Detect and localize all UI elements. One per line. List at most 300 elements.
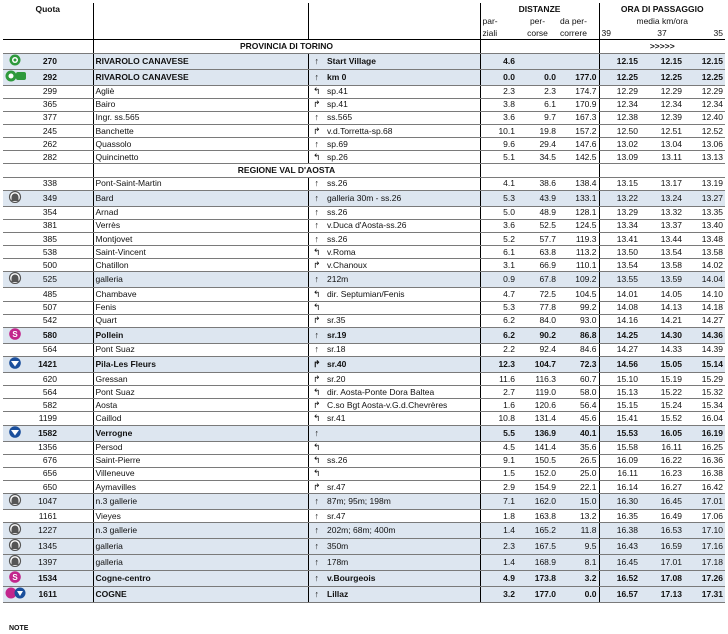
percorse-cell: 6.1 — [517, 98, 558, 111]
time-37-cell: 13.11 — [640, 151, 684, 164]
road-cell: ss.26 — [325, 454, 480, 467]
row-icon-cell — [3, 523, 27, 539]
time-37-cell: 13.32 — [640, 206, 684, 219]
da-percorrere-cell: 133.1 — [558, 190, 599, 206]
start-village-icon — [6, 54, 24, 69]
place-cell: COGNE — [93, 587, 239, 603]
road-cell — [325, 301, 480, 314]
row-icon-cell — [3, 177, 27, 190]
time-39-cell: 15.10 — [599, 372, 640, 385]
itinerary-row — [3, 399, 725, 412]
time-37-cell: 13.24 — [640, 190, 684, 206]
place-cell: Saint-Pierre — [93, 454, 239, 467]
row-icon-cell — [3, 399, 27, 412]
row-icon-cell — [3, 587, 27, 603]
itinerary-row — [3, 587, 725, 603]
tunnel-icon — [6, 523, 24, 538]
percorse-cell: 168.9 — [517, 555, 558, 571]
da-percorrere-cell: 15.0 — [558, 494, 599, 510]
road-cell: sr.41 — [325, 412, 480, 425]
time-39-cell: 12.38 — [599, 111, 640, 124]
direction-cell: ↑ — [308, 425, 325, 441]
time-37-cell: 17.01 — [640, 555, 684, 571]
row-icon-cell — [3, 53, 27, 69]
percorse-cell: 84.0 — [517, 314, 558, 327]
road-cell: C.so Bgt Aosta-v.G.d.Chevrères — [325, 399, 480, 412]
da-percorrere-cell: 174.7 — [558, 85, 599, 98]
direction-cell: ↰ — [308, 288, 325, 301]
row-icon-cell — [3, 441, 27, 454]
time-37-cell: 15.52 — [640, 412, 684, 425]
itinerary-row — [3, 454, 725, 467]
time-37-cell: 15.05 — [640, 356, 684, 372]
time-37-cell: 13.54 — [640, 246, 684, 259]
time-39-cell: 13.41 — [599, 232, 640, 245]
road-cell: 87m; 95m; 198m — [325, 494, 480, 510]
percorse-cell: 0.0 — [517, 69, 558, 85]
row-icon-cell — [3, 272, 27, 288]
time-35-cell: 15.29 — [684, 372, 725, 385]
time-35-cell: 17.10 — [684, 523, 725, 539]
direction-cell: ↑ — [308, 206, 325, 219]
road-cell: v.Roma — [325, 246, 480, 259]
time-39-cell: 12.50 — [599, 124, 640, 137]
time-39-cell: 16.38 — [599, 523, 640, 539]
correre-header-2: correre — [558, 27, 599, 40]
time-37-cell: 15.24 — [640, 399, 684, 412]
time-39-cell: 14.25 — [599, 327, 640, 343]
parziali-cell: 0.9 — [480, 272, 517, 288]
parziali-cell: 5.0 — [480, 206, 517, 219]
place-cell: Cogne-centro — [93, 571, 239, 587]
parziali-cell: 6.2 — [480, 327, 517, 343]
time-35-cell: 14.36 — [684, 327, 725, 343]
da-percorrere-cell: 25.0 — [558, 467, 599, 480]
row-icon-cell — [3, 555, 27, 571]
direction-cell: ↰ — [308, 412, 325, 425]
itinerary-row — [3, 301, 725, 314]
section-row — [3, 40, 725, 53]
da-percorrere-cell: 60.7 — [558, 372, 599, 385]
time-37-cell: 17.08 — [640, 571, 684, 587]
section-title: REGIONE VAL D'AOSTA — [93, 164, 480, 177]
time-35-cell: 14.04 — [684, 272, 725, 288]
time-37-cell: 14.05 — [640, 288, 684, 301]
direction-cell: ↑ — [308, 177, 325, 190]
percorse-cell: 90.2 — [517, 327, 558, 343]
time-39-cell: 16.09 — [599, 454, 640, 467]
km0-start-icon — [5, 70, 27, 85]
quota-cell: 564 — [27, 343, 59, 356]
percorse-cell: 72.5 — [517, 288, 558, 301]
parziali-cell: 4.6 — [480, 53, 517, 69]
place-cell: Aosta — [93, 399, 239, 412]
da-percorrere-cell: 110.1 — [558, 259, 599, 272]
time-37-cell: 15.19 — [640, 372, 684, 385]
time-37-cell: 13.37 — [640, 219, 684, 232]
itinerary-row — [3, 356, 725, 372]
itinerary-row — [3, 53, 725, 69]
place-cell: Aymavilles — [93, 480, 239, 493]
direction-cell: ↑ — [308, 539, 325, 555]
place-cell: Caillod — [93, 412, 239, 425]
quota-cell: 365 — [27, 98, 59, 111]
percorse-cell: 119.0 — [517, 386, 558, 399]
time-35-cell: 17.18 — [684, 555, 725, 571]
road-cell: sr.47 — [325, 480, 480, 493]
itinerary-row — [3, 259, 725, 272]
quota-cell: 620 — [27, 372, 59, 385]
quota-cell: 650 — [27, 480, 59, 493]
percorse-cell: 131.4 — [517, 412, 558, 425]
direction-cell: ↑ — [308, 523, 325, 539]
road-cell: v.d.Torretta-sp.68 — [325, 124, 480, 137]
itinerary-row — [3, 327, 725, 343]
row-icon-cell — [3, 425, 27, 441]
itinerary-row — [3, 441, 725, 454]
percorse-cell: 150.5 — [517, 454, 558, 467]
percorse-cell: 9.7 — [517, 111, 558, 124]
itinerary-row — [3, 571, 725, 587]
row-icon-cell — [3, 494, 27, 510]
direction-cell: ↰ — [308, 441, 325, 454]
time-39-cell: 14.27 — [599, 343, 640, 356]
percorse-cell: 165.2 — [517, 523, 558, 539]
time-37-cell: 12.51 — [640, 124, 684, 137]
da-percorrere-cell: 40.1 — [558, 425, 599, 441]
time-37-cell: 16.27 — [640, 480, 684, 493]
da-percorrere-cell: 119.3 — [558, 232, 599, 245]
time-35-cell: 12.15 — [684, 53, 725, 69]
road-cell: ss.26 — [325, 232, 480, 245]
time-37-cell: 13.04 — [640, 138, 684, 151]
place-cell: Bairo — [93, 98, 239, 111]
percorse-cell: 77.8 — [517, 301, 558, 314]
direction-cell: ↱ — [308, 480, 325, 493]
parziali-cell: 3.6 — [480, 111, 517, 124]
direction-cell: ↱ — [308, 372, 325, 385]
correre-header-1: da per- — [560, 15, 587, 26]
place-cell: Gressan — [93, 372, 239, 385]
itinerary-row — [3, 386, 725, 399]
parziali-cell: 1.5 — [480, 467, 517, 480]
time-35-cell: 14.39 — [684, 343, 725, 356]
row-icon-cell — [3, 372, 27, 385]
da-percorrere-cell: 167.3 — [558, 111, 599, 124]
time-39-cell: 13.54 — [599, 259, 640, 272]
quota-cell: 1421 — [27, 356, 59, 372]
quota-cell: 1582 — [27, 425, 59, 441]
itinerary-row — [3, 480, 725, 493]
time-37-cell: 12.29 — [640, 85, 684, 98]
time-35-cell: 15.14 — [684, 356, 725, 372]
da-percorrere-cell: 109.2 — [558, 272, 599, 288]
percorse-cell: 29.4 — [517, 138, 558, 151]
road-cell: sp.26 — [325, 151, 480, 164]
row-icon-cell — [3, 246, 27, 259]
media-header: media km/ora — [599, 15, 725, 27]
time-35-cell: 12.52 — [684, 124, 725, 137]
place-cell: Ingr. ss.565 — [93, 111, 239, 124]
mountain-gpm-icon — [6, 426, 24, 441]
road-cell: 178m — [325, 555, 480, 571]
direction-cell: ↑ — [308, 587, 325, 603]
time-35-cell: 12.40 — [684, 111, 725, 124]
place-cell: Pollein — [93, 327, 239, 343]
parziali-cell: 7.1 — [480, 494, 517, 510]
tunnel-icon — [6, 539, 24, 554]
time-35-cell: 15.34 — [684, 399, 725, 412]
time-35-cell: 13.40 — [684, 219, 725, 232]
itinerary-row — [3, 412, 725, 425]
time-35-cell: 13.13 — [684, 151, 725, 164]
parziali-cell: 4.1 — [480, 177, 517, 190]
parziali-cell: 5.5 — [480, 425, 517, 441]
direction-cell: ↰ — [308, 85, 325, 98]
road-cell: sr.19 — [325, 327, 480, 343]
place-cell: Verrogne — [93, 425, 239, 441]
time-37-cell: 12.25 — [640, 69, 684, 85]
quota-cell: 349 — [27, 190, 59, 206]
quota-cell: 1227 — [27, 523, 59, 539]
place-cell: n.3 gallerie — [93, 523, 239, 539]
parziali-cell: 10.1 — [480, 124, 517, 137]
percorse-cell: 43.9 — [517, 190, 558, 206]
time-35-cell: 13.06 — [684, 138, 725, 151]
time-35-cell: 17.31 — [684, 587, 725, 603]
parziali-cell: 3.2 — [480, 587, 517, 603]
quota-cell: 385 — [27, 232, 59, 245]
road-cell: Lillaz — [325, 587, 480, 603]
parziali-cell: 4.7 — [480, 288, 517, 301]
place-cell: Pont Suaz — [93, 343, 239, 356]
time-35-cell: 16.04 — [684, 412, 725, 425]
itinerary-row — [3, 190, 725, 206]
da-percorrere-cell: 58.0 — [558, 386, 599, 399]
percorse-cell: 63.8 — [517, 246, 558, 259]
itinerary-row — [3, 219, 725, 232]
direction-arrows: >>>>> — [599, 40, 725, 53]
place-cell: Saint-Vincent — [93, 246, 239, 259]
percorse-cell: 104.7 — [517, 356, 558, 372]
time-39-cell: 14.56 — [599, 356, 640, 372]
direction-cell: ↑ — [308, 53, 325, 69]
row-icon-cell — [3, 356, 27, 372]
direction-cell: ↑ — [308, 219, 325, 232]
road-cell — [325, 441, 480, 454]
da-percorrere-cell: 138.4 — [558, 177, 599, 190]
time-35-cell: 16.19 — [684, 425, 725, 441]
row-icon-cell — [3, 190, 27, 206]
road-cell: v.Chanoux — [325, 259, 480, 272]
header-row-2 — [3, 15, 725, 27]
time-39-cell: 12.34 — [599, 98, 640, 111]
time-37-cell: 12.15 — [640, 53, 684, 69]
place-cell: Pont Suaz — [93, 386, 239, 399]
time-35-cell: 12.34 — [684, 98, 725, 111]
row-icon-cell — [3, 467, 27, 480]
percorse-cell: 163.8 — [517, 510, 558, 523]
da-percorrere-cell: 157.2 — [558, 124, 599, 137]
time-37-cell: 13.58 — [640, 259, 684, 272]
quota-header: Quota — [35, 3, 61, 14]
quota-cell: 270 — [27, 53, 59, 69]
itinerary-row — [3, 69, 725, 85]
direction-cell: ↰ — [308, 151, 325, 164]
sprint-icon — [6, 328, 24, 343]
time-39-cell: 15.58 — [599, 441, 640, 454]
itinerary-row — [3, 232, 725, 245]
parziali-cell: 6.1 — [480, 246, 517, 259]
parziali-cell: 2.3 — [480, 539, 517, 555]
time-35-cell: 16.36 — [684, 454, 725, 467]
place-cell: Vieyes — [93, 510, 239, 523]
percorse-cell: 136.9 — [517, 425, 558, 441]
da-percorrere-cell: 124.5 — [558, 219, 599, 232]
place-cell: Agliè — [93, 85, 239, 98]
itinerary-sheet — [3, 3, 725, 632]
time-35-cell: 13.19 — [684, 177, 725, 190]
percorse-cell: 167.5 — [517, 539, 558, 555]
itinerary-row — [3, 539, 725, 555]
place-cell: galleria — [93, 272, 239, 288]
time-37-cell: 16.59 — [640, 539, 684, 555]
parziali-cell: 12.3 — [480, 356, 517, 372]
row-icon-cell — [3, 510, 27, 523]
parziali-cell: 9.6 — [480, 138, 517, 151]
time-35-cell: 12.25 — [684, 69, 725, 85]
tunnel-icon — [6, 191, 24, 206]
da-percorrere-cell: 13.2 — [558, 510, 599, 523]
row-icon-cell — [3, 85, 27, 98]
time-39-cell: 13.09 — [599, 151, 640, 164]
place-cell: Villeneuve — [93, 467, 239, 480]
speed-39-header: 39 — [599, 27, 640, 40]
itinerary-row — [3, 98, 725, 111]
direction-cell: ↱ — [308, 98, 325, 111]
quota-cell: 656 — [27, 467, 59, 480]
direction-cell: ↱ — [308, 314, 325, 327]
itinerary-row — [3, 494, 725, 510]
percorse-cell: 57.7 — [517, 232, 558, 245]
speed-35-header: 35 — [684, 27, 725, 40]
direction-cell: ↰ — [308, 454, 325, 467]
time-35-cell: 13.27 — [684, 190, 725, 206]
itinerary-row — [3, 138, 725, 151]
tunnel-icon — [6, 555, 24, 570]
direction-cell: ↑ — [308, 232, 325, 245]
percorse-cell: 162.0 — [517, 494, 558, 510]
road-cell: sr.35 — [325, 314, 480, 327]
parziali-cell: 1.4 — [480, 523, 517, 539]
itinerary-row — [3, 372, 725, 385]
time-37-cell: 14.30 — [640, 327, 684, 343]
da-percorrere-cell — [558, 53, 599, 69]
place-cell: RIVAROLO CANAVESE — [93, 53, 239, 69]
percorse-cell: 48.9 — [517, 206, 558, 219]
quota-cell: 245 — [27, 124, 59, 137]
quota-cell: 1534 — [27, 571, 59, 587]
itinerary-row — [3, 288, 725, 301]
time-39-cell: 12.25 — [599, 69, 640, 85]
road-cell: 212m — [325, 272, 480, 288]
time-39-cell: 16.11 — [599, 467, 640, 480]
time-35-cell: 14.02 — [684, 259, 725, 272]
itinerary-row — [3, 314, 725, 327]
percorse-cell: 120.6 — [517, 399, 558, 412]
distanze-header: DISTANZE — [480, 3, 599, 15]
place-cell: Persod — [93, 441, 239, 454]
time-37-cell: 16.53 — [640, 523, 684, 539]
row-icon-cell — [3, 69, 27, 85]
row-icon-cell — [3, 151, 27, 164]
da-percorrere-cell: 26.5 — [558, 454, 599, 467]
parziali-cell: 2.7 — [480, 386, 517, 399]
road-cell: sr.40 — [325, 356, 480, 372]
row-icon-cell — [3, 301, 27, 314]
itinerary-row — [3, 177, 725, 190]
parziali-cell: 1.6 — [480, 399, 517, 412]
parziali-cell: 5.1 — [480, 151, 517, 164]
time-35-cell: 13.58 — [684, 246, 725, 259]
time-37-cell: 14.21 — [640, 314, 684, 327]
da-percorrere-cell: 8.1 — [558, 555, 599, 571]
road-cell: Start Village — [325, 53, 480, 69]
time-39-cell: 15.41 — [599, 412, 640, 425]
direction-cell: ↱ — [308, 356, 325, 372]
place-cell: Bard — [93, 190, 239, 206]
time-35-cell: 13.48 — [684, 232, 725, 245]
parziali-cell: 2.3 — [480, 85, 517, 98]
direction-cell: ↑ — [308, 138, 325, 151]
time-37-cell: 13.59 — [640, 272, 684, 288]
time-35-cell: 14.27 — [684, 314, 725, 327]
direction-cell: ↑ — [308, 510, 325, 523]
row-icon-cell — [3, 454, 27, 467]
parziali-header-1: par- — [480, 15, 517, 27]
time-39-cell: 15.53 — [599, 425, 640, 441]
road-cell: ss.26 — [325, 206, 480, 219]
quota-cell: 676 — [27, 454, 59, 467]
road-cell: v.Duca d'Aosta-ss.26 — [325, 219, 480, 232]
quota-cell: 299 — [27, 85, 59, 98]
parziali-cell: 3.1 — [480, 259, 517, 272]
place-cell: Quart — [93, 314, 239, 327]
parziali-cell: 1.8 — [480, 510, 517, 523]
place-cell: galleria — [93, 555, 239, 571]
percorse-header-2: corse — [517, 27, 558, 40]
percorse-cell: 19.8 — [517, 124, 558, 137]
time-37-cell: 16.23 — [640, 467, 684, 480]
parziali-cell: 4.9 — [480, 571, 517, 587]
parziali-cell: 1.4 — [480, 555, 517, 571]
road-cell: 350m — [325, 539, 480, 555]
parziali-cell: 5.3 — [480, 301, 517, 314]
quota-cell: 1397 — [27, 555, 59, 571]
quota-cell: 1047 — [27, 494, 59, 510]
road-cell — [325, 425, 480, 441]
time-37-cell: 14.13 — [640, 301, 684, 314]
time-37-cell: 15.22 — [640, 386, 684, 399]
direction-cell: ↰ — [308, 246, 325, 259]
da-percorrere-cell: 147.6 — [558, 138, 599, 151]
row-icon-cell — [3, 259, 27, 272]
header-row-3 — [3, 27, 725, 40]
place-cell: Chambave — [93, 288, 239, 301]
da-percorrere-cell: 86.8 — [558, 327, 599, 343]
time-35-cell: 13.35 — [684, 206, 725, 219]
da-percorrere-cell: 128.1 — [558, 206, 599, 219]
